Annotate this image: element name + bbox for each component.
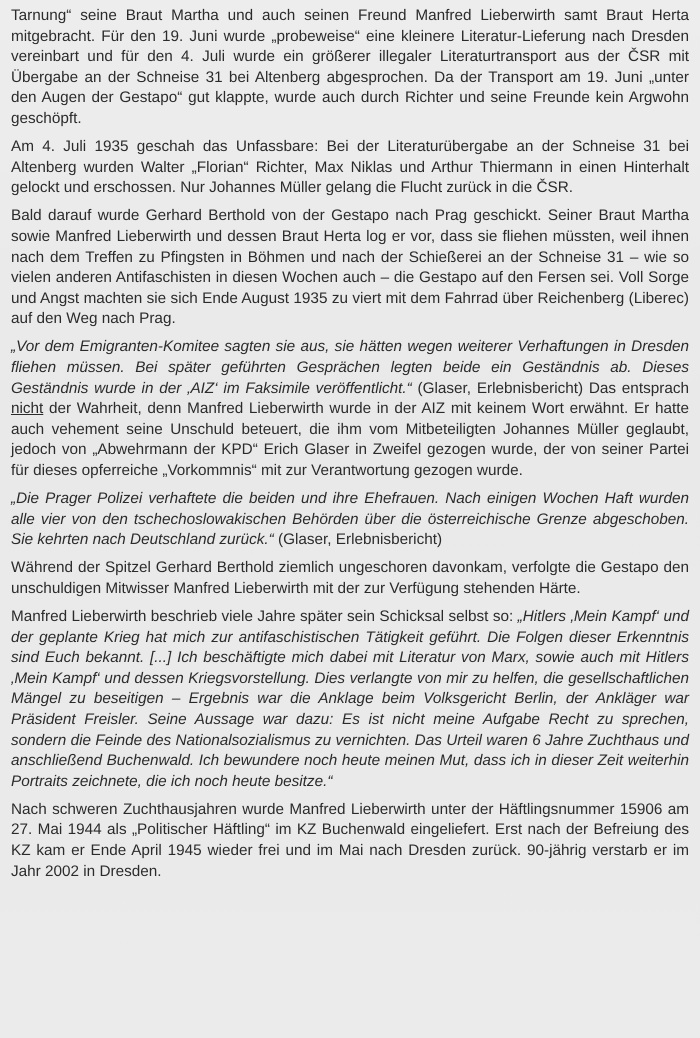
body-text: (Glaser, Erlebnisbericht) xyxy=(273,531,443,549)
paragraph-5 xyxy=(11,489,689,551)
body-text: Manfred Lieberwirth beschrieb viele Jahre später sein Schicksal selbst so: xyxy=(11,608,518,626)
body-text: Bald darauf wurde Gerhard Berthold von der Gestapo nach Prag geschickt. Seiner Braut Martha sowie Manfred Lieberwirth und dessen Braut Herta log er vor, dass sie fliehen müssten, weil ihnen nach dem Treffen zu Pfingsten in Böhmen und nach der Schießerei an der Schneise 31 – wie so vielen anderen Antifaschisten in diesen Wochen auch – die Gestapo auf den Fersen sei. Voll Sorge und Angst machten sie sich Ende August 1935 zu viert mit dem Fahrrad über Reichenberg (Liberec) auf den Weg nach Prag. xyxy=(11,207,689,328)
body-text: Tarnung“ seine Braut Martha und auch seinen Freund Manfred Lieberwirth samt Braut Herta mitgebracht. Für den 19. Juni wurde „probeweise“ eine kleinere Literatur-Lieferung nach Dresden vereinbart und für den 4. Juli wurde ein größerer illegaler Literaturtransport aus der ČSR mit Übergabe an der Schneise 31 bei Altenberg abgesprochen. Da der Transport am 19. Juni „unter den Augen der Gestapo“ gut klappte, wurde auch durch Richter und seine Freunde kein Argwohn geschöpft. xyxy=(11,7,689,127)
paragraph-4 xyxy=(11,337,689,481)
document-body xyxy=(11,6,689,882)
body-text: (Glaser, Erlebnisbericht) Das entsprach xyxy=(411,379,689,397)
paragraph-6 xyxy=(11,558,689,599)
quotation-text: „Vor dem Emigranten-Komitee sagten sie aus, sie hätten wegen weiterer Verhaftungen in Dresden fliehen müssen. Bei später geführten Gesprächen legten beide ein Geständnis ab. Dieses Geständnis wurde in der ‚AIZ‘ im Faksimile veröffentlicht.“ xyxy=(11,338,689,397)
paragraph-8 xyxy=(11,800,689,882)
quotation-text: „Die Prager Polizei verhaftete die beiden und ihre Ehefrauen. Nach einigen Wochen Haft wurden alle vier von den tschechoslowakischen Behörden über die österreichische Grenze abgeschoben. Sie kehrten nach Deutschland zurück.“ xyxy=(11,490,689,549)
body-text: der Wahrheit, denn Manfred Lieberwirth wurde in der AIZ mit keinem Wort erwähnt. Er hatte auch vehement seine Unschuld beteuert, die ihm vom Mitbeteiligten Johannes Müller geglaubt, jedoch von „Abwehrmann der KPD“ Erich Glaser in Zweifel gezogen wurde, der von seiner Partei für dieses opferreiche „Vorkommnis“ mit zur Verantwortung gezogen wurde. xyxy=(11,400,689,479)
paragraph-2 xyxy=(11,137,689,199)
body-text: Während der Spitzel Gerhard Berthold ziemlich ungeschoren davonkam, verfolgte die Gestapo den unschuldigen Mitwisser Manfred Lieberwirth mit der zur Verfügung stehenden Härte. xyxy=(11,559,689,597)
body-text: Am 4. Juli 1935 geschah das Unfassbare: Bei der Literaturübergabe an der Schneise 31 bei Altenberg wurden Walter „Florian“ Richter, Max Niklas und Arthur Thiermann in einen Hinterhalt gelockt und erschossen. Nur Johannes Müller gelang die Flucht zurück in die ČSR. xyxy=(11,138,689,197)
paragraph-1 xyxy=(11,6,689,130)
paragraph-7 xyxy=(11,607,689,792)
body-text: Nach schweren Zuchthausjahren wurde Manfred Lieberwirth unter der Häftlingsnummer 15906 am 27. Mai 1944 als „Politischer Häftling“ im KZ Buchenwald eingeliefert. Erst nach der Befreiung des KZ kam er Ende April 1945 wieder frei und im Mai nach Dresden zurück. 90-jährig verstarb er im Jahr 2002 in Dresden. xyxy=(11,800,689,880)
underlined-text: nicht xyxy=(11,400,44,418)
paragraph-3 xyxy=(11,206,689,330)
quotation-text: „Hitlers ‚Mein Kampf‘ und der geplante Krieg hat mich zur antifaschistischen Tätigkeit geführt. Die Folgen dieser Erkenntnis sind Euch bekannt. [...] Ich beschäftigte mich dabei mit Literatur von Marx, sowie auch mit Hitlers ‚Mein Kampf‘ und dessen Kriegsvorstellung. Dies verlangte von mir zu helfen, die gesellschaftlichen Mängel zu beseitigen – Ergebnis war die Anklage beim Volksgericht Berlin, der Ankläger war Präsident Freisler. Seine Aussage war dazu: Es ist nicht meine Aufgabe Recht zu sprechen, sondern die Feinde des Nationalsozialismus zu vernichten. Das Urteil waren 6 Jahre Zuchthaus und anschließend Buchenwald. Ich bewundere noch heute meinen Mut, dass ich in dieser Zeit weiterhin Portraits zeichnete, die ich noch heute besitze.“ xyxy=(11,608,689,790)
